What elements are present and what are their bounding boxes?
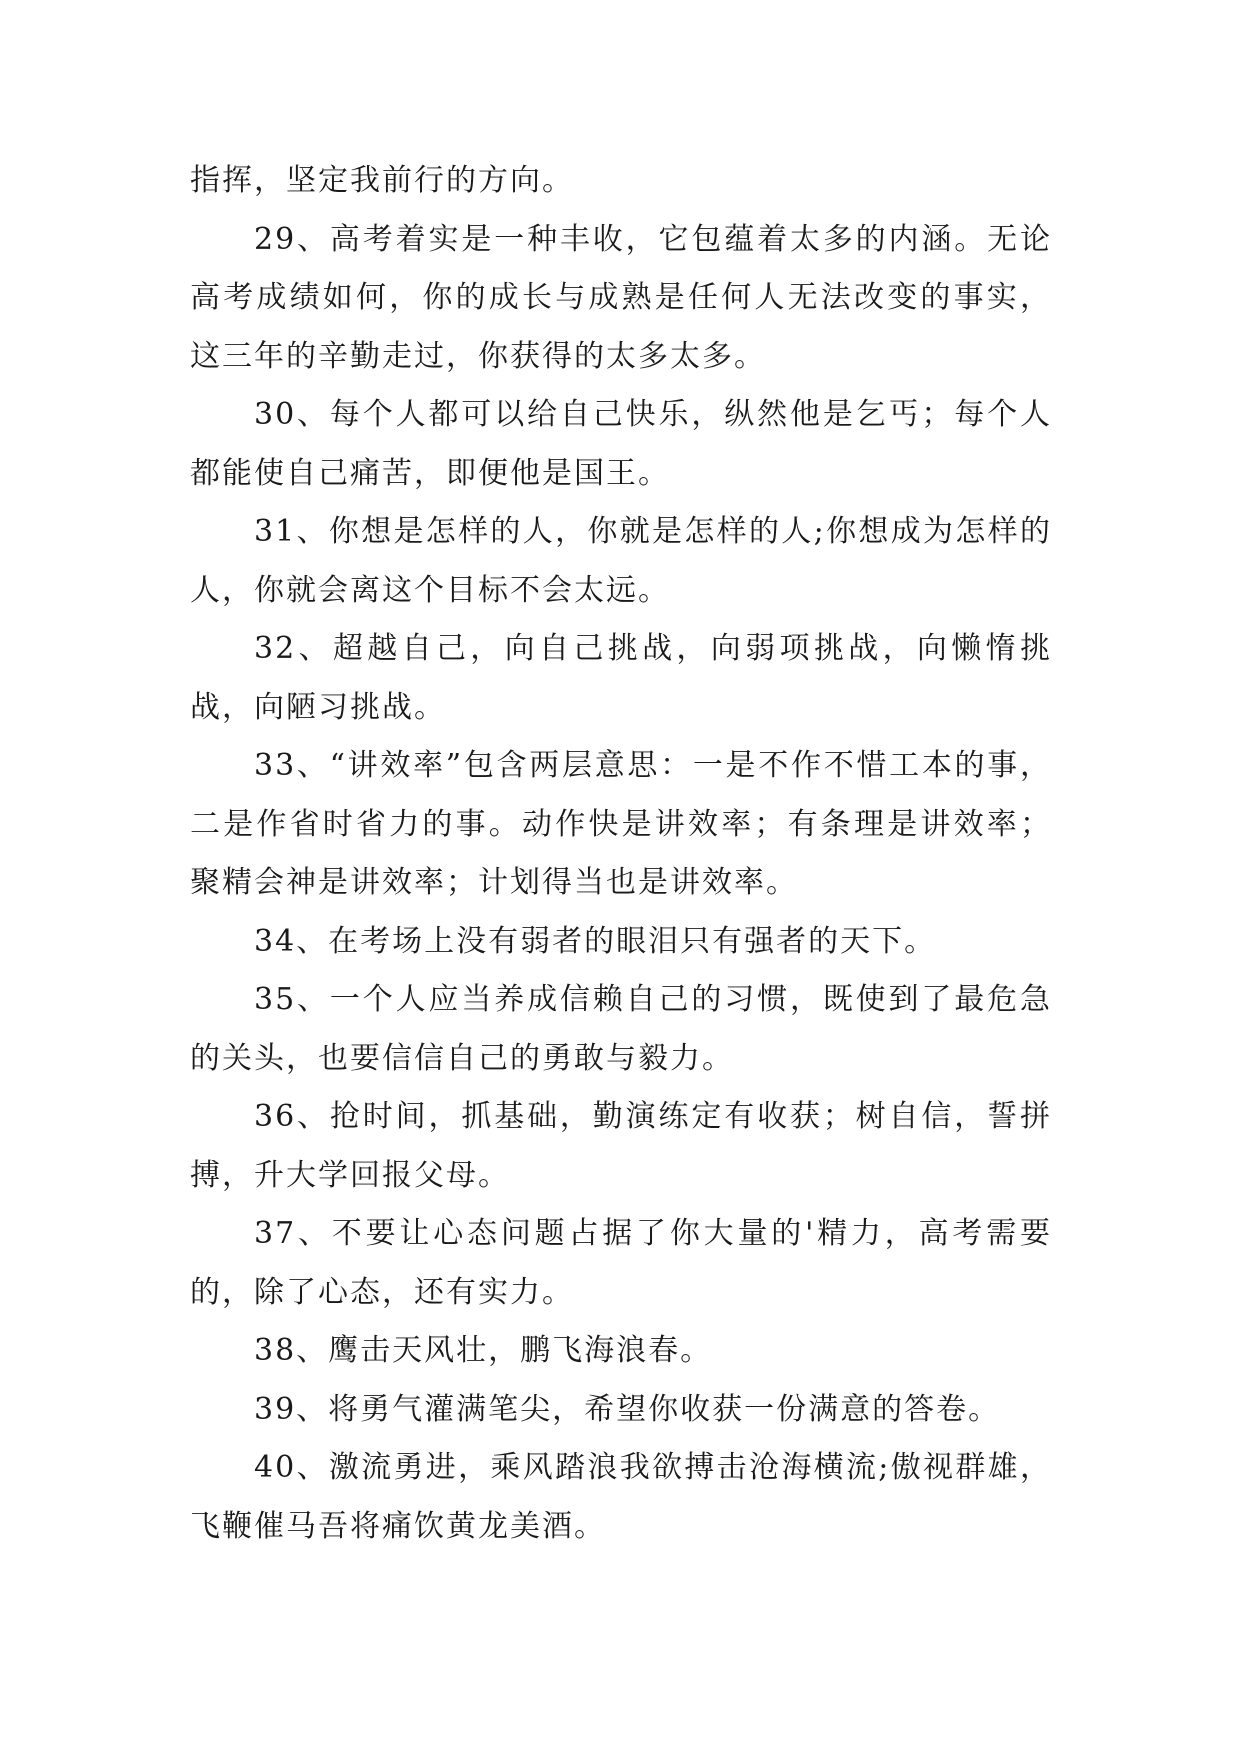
paragraph-continuation: 指挥，坚定我前行的方向。 [190,163,574,198]
paragraph-30: 30、每个人都可以给自己快乐，纵然他是乞丐；每个人都能使自己痛苦，即便他是国王。 [190,397,1052,491]
paragraph-35: 35、一个人应当养成信赖自己的习惯，既使到了最危急的关头，也要信信自己的勇敢与毅力。 [190,982,1052,1076]
paragraph-31: 31、你想是怎样的人，你就是怎样的人;你想成为怎样的人，你就会离这个目标不会太远。 [190,514,1052,608]
paragraph-40: 40、激流勇进，乘风踏浪我欲搏击沧海横流;傲视群雄，飞鞭催马吾将痛饮黄龙美酒。 [190,1450,1052,1544]
paragraph-29: 29、高考着实是一种丰收，它包蕴着太多的内涵。无论高考成绩如何，你的成长与成熟是任何人无法改变的事实，这三年的辛勤走过，你获得的太多太多。 [190,221,1052,374]
document-body [190,152,1052,1556]
paragraph-33: 33、“讲效率”包含两层意思：一是不作不惜工本的事，二是作省时省力的事。动作快是讲效率；有条理是讲效率；聚精会神是讲效率；计划得当也是讲效率。 [190,748,1052,900]
paragraph-36: 36、抢时间，抓基础，勤演练定有收获；树自信，誓拼搏，升大学回报父母。 [190,1099,1052,1193]
paragraph-39: 39、将勇气灌满笔尖，希望你收获一份满意的答卷。 [254,1391,1001,1427]
paragraph-38: 38、鹰击天风壮，鹏飞海浪春。 [254,1333,713,1368]
paragraph-34: 34、在考场上没有弱者的眼泪只有强者的天下。 [254,923,937,959]
paragraph-37: 37、不要让心态问题占据了你大量的'精力，高考需要的，除了心态，还有实力。 [190,1216,1052,1310]
paragraph-32: 32、超越自己，向自己挑战，向弱项挑战，向懒惰挑战，向陋习挑战。 [190,631,1052,725]
